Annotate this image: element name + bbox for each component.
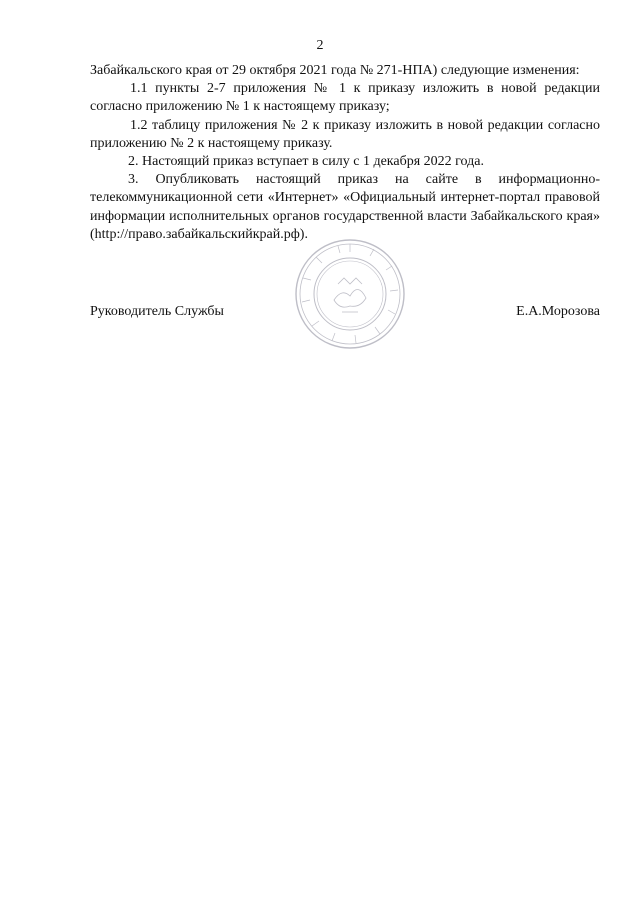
paragraph-intro: Забайкальского края от 29 октября 2021 года № 271-НПА) следующие изменения: <box>90 63 580 78</box>
page-number: 2 <box>316 38 324 53</box>
document-body <box>90 62 600 244</box>
paragraph-3: 3. Опубликовать настоящий приказ на сайте в информационно-телекоммуникационной сети «Интернет» «Официальный интернет-портал правовой информации исполнительных органов государственной власти Забайкальского края» (http://право.забайкальскийкрай.рф). <box>90 172 600 242</box>
signatory-name: Е.А.Морозова <box>516 304 600 319</box>
signature-block <box>90 304 600 320</box>
paragraph-2: 2. Настоящий приказ вступает в силу с 1 декабря 2022 года. <box>128 154 484 170</box>
paragraph-1-2: 1.2 таблицу приложения № 2 к приказу изложить в новой редакции согласно приложению № 2 к настоящему приказу. <box>90 117 600 151</box>
paragraph-1-1: 1.1 пункты 2-7 приложения № 1 к приказу изложить в новой редакции согласно приложению № 1 к настоящему приказу; <box>90 81 600 115</box>
official-seal-stamp <box>294 238 406 350</box>
signatory-position: Руководитель Службы <box>90 304 224 319</box>
